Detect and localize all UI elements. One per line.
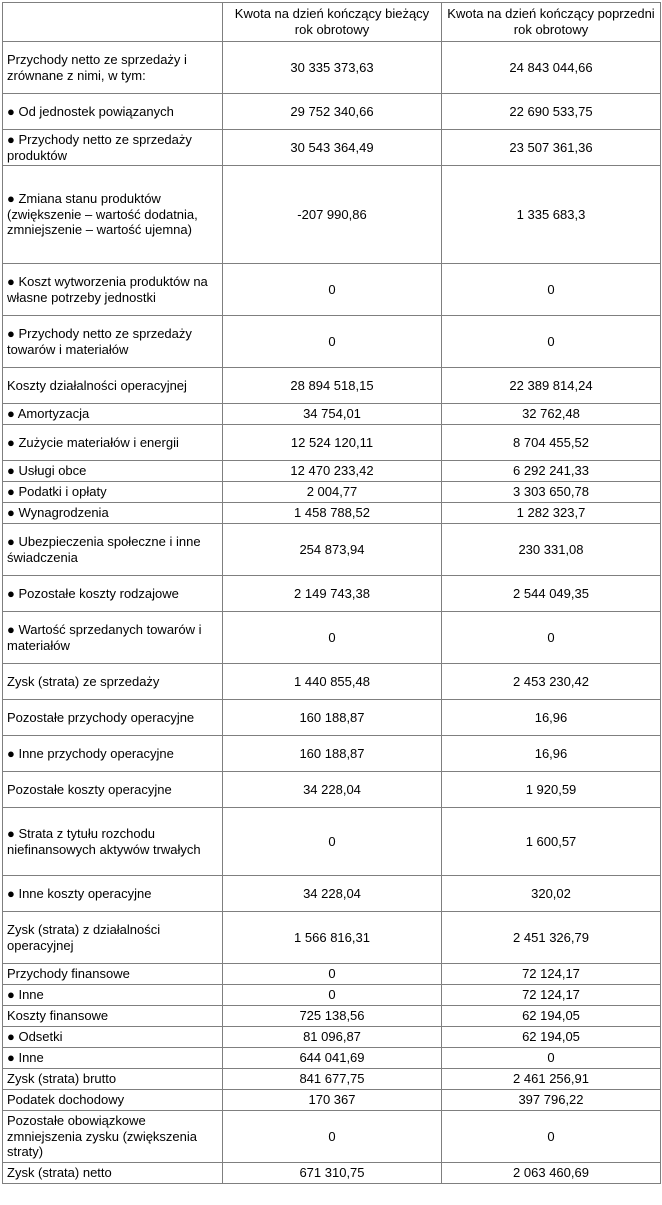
- current-year-value: 841 677,75: [223, 1069, 442, 1090]
- current-year-value: 34 228,04: [223, 772, 442, 808]
- previous-year-value: 2 461 256,91: [442, 1069, 661, 1090]
- row-label: ● Inne: [3, 1048, 223, 1069]
- header-current-year: Kwota na dzień kończący bieżący rok obrotowy: [223, 3, 442, 42]
- row-label: ● Zużycie materiałów i energii: [3, 425, 223, 461]
- row-label: Pozostałe obowiązkowe zmniejszenia zysku (zwiększenia straty): [3, 1111, 223, 1163]
- table-row: [3, 664, 661, 700]
- previous-year-value: 0: [442, 612, 661, 664]
- current-year-value: 1 566 816,31: [223, 912, 442, 964]
- previous-year-value: 1 282 323,7: [442, 503, 661, 524]
- previous-year-value: 22 690 533,75: [442, 94, 661, 130]
- row-label: Pozostałe przychody operacyjne: [3, 700, 223, 736]
- table-row: [3, 912, 661, 964]
- current-year-value: 0: [223, 985, 442, 1006]
- previous-year-value: 8 704 455,52: [442, 425, 661, 461]
- row-label: ● Inne: [3, 985, 223, 1006]
- row-label: ● Odsetki: [3, 1027, 223, 1048]
- current-year-value: 0: [223, 964, 442, 985]
- current-year-value: -207 990,86: [223, 166, 442, 264]
- current-year-value: 160 188,87: [223, 700, 442, 736]
- table-row: [3, 964, 661, 985]
- table-row: [3, 130, 661, 166]
- current-year-value: 1 440 855,48: [223, 664, 442, 700]
- current-year-value: 644 041,69: [223, 1048, 442, 1069]
- current-year-value: 170 367: [223, 1090, 442, 1111]
- previous-year-value: 62 194,05: [442, 1027, 661, 1048]
- header-row: [3, 3, 661, 42]
- current-year-value: 29 752 340,66: [223, 94, 442, 130]
- table-row: [3, 1163, 661, 1184]
- row-label: Zysk (strata) brutto: [3, 1069, 223, 1090]
- table-row: [3, 772, 661, 808]
- current-year-value: 12 470 233,42: [223, 461, 442, 482]
- previous-year-value: 320,02: [442, 876, 661, 912]
- previous-year-value: 1 600,57: [442, 808, 661, 876]
- current-year-value: 671 310,75: [223, 1163, 442, 1184]
- header-previous-year: Kwota na dzień kończący poprzedni rok obrotowy: [442, 3, 661, 42]
- current-year-value: 30 543 364,49: [223, 130, 442, 166]
- row-label: Pozostałe koszty operacyjne: [3, 772, 223, 808]
- current-year-value: 0: [223, 316, 442, 368]
- table-row: [3, 503, 661, 524]
- previous-year-value: 3 303 650,78: [442, 482, 661, 503]
- previous-year-value: 32 762,48: [442, 404, 661, 425]
- row-label: ● Usługi obce: [3, 461, 223, 482]
- table-row: [3, 368, 661, 404]
- current-year-value: 0: [223, 808, 442, 876]
- previous-year-value: 24 843 044,66: [442, 42, 661, 94]
- table-row: [3, 166, 661, 264]
- row-label: ● Zmiana stanu produktów (zwiększenie – wartość dodatnia, zmniejszenie – wartość ujemna): [3, 166, 223, 264]
- table-row: [3, 425, 661, 461]
- table-row: [3, 985, 661, 1006]
- previous-year-value: 2 453 230,42: [442, 664, 661, 700]
- current-year-value: 34 228,04: [223, 876, 442, 912]
- table-row: [3, 1090, 661, 1111]
- previous-year-value: 397 796,22: [442, 1090, 661, 1111]
- row-label: ● Od jednostek powiązanych: [3, 94, 223, 130]
- table-row: [3, 42, 661, 94]
- row-label: ● Amortyzacja: [3, 404, 223, 425]
- current-year-value: 34 754,01: [223, 404, 442, 425]
- row-label: Przychody netto ze sprzedaży i zrównane z nimi, w tym:: [3, 42, 223, 94]
- row-label: ● Inne przychody operacyjne: [3, 736, 223, 772]
- previous-year-value: 1 335 683,3: [442, 166, 661, 264]
- table-row: [3, 808, 661, 876]
- current-year-value: 0: [223, 264, 442, 316]
- previous-year-value: 72 124,17: [442, 964, 661, 985]
- table-row: [3, 1006, 661, 1027]
- table-row: [3, 94, 661, 130]
- previous-year-value: 0: [442, 316, 661, 368]
- row-label: ● Wartość sprzedanych towarów i materiałów: [3, 612, 223, 664]
- header-label-cell: [3, 3, 223, 42]
- previous-year-value: 72 124,17: [442, 985, 661, 1006]
- table-row: [3, 576, 661, 612]
- row-label: Przychody finansowe: [3, 964, 223, 985]
- current-year-value: 160 188,87: [223, 736, 442, 772]
- table-row: [3, 876, 661, 912]
- table-row: [3, 482, 661, 503]
- current-year-value: 2 149 743,38: [223, 576, 442, 612]
- current-year-value: 0: [223, 1111, 442, 1163]
- previous-year-value: 0: [442, 1048, 661, 1069]
- previous-year-value: 16,96: [442, 700, 661, 736]
- current-year-value: 0: [223, 612, 442, 664]
- previous-year-value: 23 507 361,36: [442, 130, 661, 166]
- table-row: [3, 1069, 661, 1090]
- row-label: Koszty działalności operacyjnej: [3, 368, 223, 404]
- previous-year-value: 22 389 814,24: [442, 368, 661, 404]
- current-year-value: 254 873,94: [223, 524, 442, 576]
- table-row: [3, 264, 661, 316]
- previous-year-value: 6 292 241,33: [442, 461, 661, 482]
- current-year-value: 725 138,56: [223, 1006, 442, 1027]
- row-label: ● Strata z tytułu rozchodu niefinansowych aktywów trwałych: [3, 808, 223, 876]
- current-year-value: 28 894 518,15: [223, 368, 442, 404]
- table-row: [3, 316, 661, 368]
- previous-year-value: 1 920,59: [442, 772, 661, 808]
- previous-year-value: 2 544 049,35: [442, 576, 661, 612]
- row-label: ● Pozostałe koszty rodzajowe: [3, 576, 223, 612]
- table-row: [3, 612, 661, 664]
- table-row: [3, 524, 661, 576]
- current-year-value: 81 096,87: [223, 1027, 442, 1048]
- row-label: Podatek dochodowy: [3, 1090, 223, 1111]
- row-label: ● Przychody netto ze sprzedaży towarów i materiałów: [3, 316, 223, 368]
- row-label: Koszty finansowe: [3, 1006, 223, 1027]
- current-year-value: 1 458 788,52: [223, 503, 442, 524]
- row-label: ● Przychody netto ze sprzedaży produktów: [3, 130, 223, 166]
- table-row: [3, 404, 661, 425]
- current-year-value: 12 524 120,11: [223, 425, 442, 461]
- row-label: ● Inne koszty operacyjne: [3, 876, 223, 912]
- row-label: Zysk (strata) netto: [3, 1163, 223, 1184]
- financial-statement-table: [2, 2, 661, 1184]
- table-row: [3, 700, 661, 736]
- previous-year-value: 0: [442, 264, 661, 316]
- row-label: Zysk (strata) z działalności operacyjnej: [3, 912, 223, 964]
- table-row: [3, 1027, 661, 1048]
- row-label: ● Podatki i opłaty: [3, 482, 223, 503]
- table-row: [3, 1048, 661, 1069]
- previous-year-value: 230 331,08: [442, 524, 661, 576]
- table-row: [3, 736, 661, 772]
- previous-year-value: 0: [442, 1111, 661, 1163]
- previous-year-value: 16,96: [442, 736, 661, 772]
- previous-year-value: 2 063 460,69: [442, 1163, 661, 1184]
- row-label: ● Wynagrodzenia: [3, 503, 223, 524]
- table-row: [3, 1111, 661, 1163]
- previous-year-value: 2 451 326,79: [442, 912, 661, 964]
- row-label: Zysk (strata) ze sprzedaży: [3, 664, 223, 700]
- current-year-value: 2 004,77: [223, 482, 442, 503]
- row-label: ● Ubezpieczenia społeczne i inne świadczenia: [3, 524, 223, 576]
- current-year-value: 30 335 373,63: [223, 42, 442, 94]
- row-label: ● Koszt wytworzenia produktów na własne potrzeby jednostki: [3, 264, 223, 316]
- previous-year-value: 62 194,05: [442, 1006, 661, 1027]
- table-row: [3, 461, 661, 482]
